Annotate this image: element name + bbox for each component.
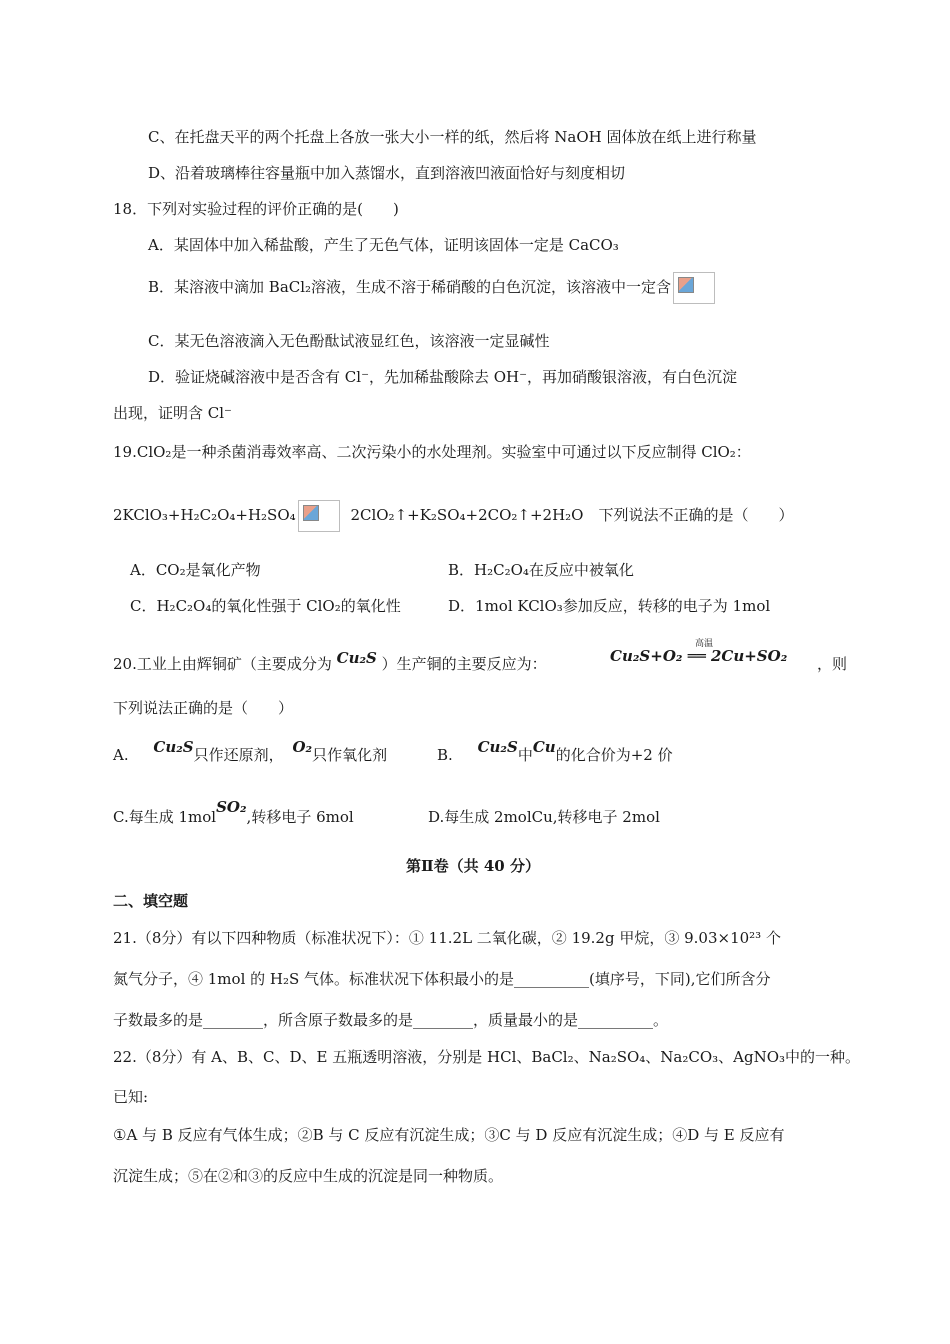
q21-line2: 氮气分子，④ 1mol 的 H₂S 气体。标准状况下体积最小的是__________(填序号，下同),它们所含分	[113, 970, 771, 988]
q20-stem-part1: 20.工业上由辉铜矿（主要成分为	[113, 655, 332, 673]
q18-option-b	[148, 272, 715, 304]
q19-equation	[113, 500, 793, 532]
q18-option-d-line1: D．验证烧碱溶液中是否含有 Cl⁻，先加稀盐酸除去 OH⁻，再加硝酸银溶液，有白色沉淀	[148, 368, 738, 386]
q18-option-b-text: B．某溶液中滴加 BaCl₂溶液，生成不溶于稀硝酸的白色沉淀，该溶液中一定含	[148, 278, 672, 296]
q20-option-a	[113, 738, 388, 766]
q20-stem-part3: ，则	[817, 655, 848, 673]
q19-option-d: D．1mol KClO₃参加反应，转移的电子为 1mol	[448, 597, 771, 615]
q17-option-d: D、沿着玻璃棒往容量瓶中加入蒸馏水，直到溶液凹液面恰好与刻度相切	[148, 164, 626, 182]
q22-line3: ①A 与 B 反应有气体生成；②B 与 C 反应有沉淀生成；③C 与 D 反应有沉淀生成；④D 与 E 反应有	[113, 1126, 785, 1144]
section-part-heading: 二、填空题	[113, 892, 189, 910]
q19-option-a: A．CO₂是氧化产物	[130, 561, 261, 579]
q20-cu-formula: Cu	[532, 738, 556, 756]
q20-option-c-pre: C.每生成 1mol	[113, 808, 217, 826]
q20-option-b-label: B.	[437, 746, 453, 764]
q19-stem: 19.ClO₂是一种杀菌消毒效率高、二次污染小的水处理剂。实验室中可通过以下反应制得 ClO₂：	[113, 443, 751, 461]
q21-line1: 21.（8分）有以下四种物质（标准状况下）：① 11.2L 二氧化碳，② 19.2g 甲烷，③ 9.03×10²³ 个	[113, 929, 781, 947]
q22-line2: 已知:	[113, 1088, 149, 1106]
q20-main-equation	[610, 639, 788, 667]
q19-equation-right: 2ClO₂↑+K₂SO₄+2CO₂↑+2H₂O 下列说法不正确的是（ ）	[350, 506, 794, 524]
q20-o2-formula: O₂	[292, 738, 313, 756]
q20-option-a-end: 只作氧化剂	[312, 746, 388, 764]
q20-option-d: D.每生成 2molCu,转移电子 2mol	[428, 808, 660, 826]
q19-option-c: C．H₂C₂O₄的氧化性强于 ClO₂的氧化性	[130, 597, 401, 615]
q20-equation-text: Cu₂S+O₂ ══ 2Cu+SO₂	[610, 647, 788, 665]
q20-stem-line1	[113, 649, 547, 675]
q20-option-a-mid: 只作还原剂，	[193, 746, 284, 764]
q22-line4: 沉淀生成；⑤在②和③的反应中生成的沉淀是同一种物质。	[113, 1167, 504, 1185]
q20-so2-formula: SO₂	[216, 798, 247, 816]
q19-equation-left: 2KClO₃+H₂C₂O₄+H₂SO₄	[113, 506, 296, 524]
q18-option-c: C．某无色溶液滴入无色酚酞试液显红色，该溶液一定显碱性	[148, 332, 550, 350]
q20-cu2s-formula: Cu₂S	[477, 738, 518, 756]
q20-stem-part2: ）生产铜的主要反应为：	[381, 655, 547, 673]
q20-option-c	[113, 798, 354, 828]
q20-option-b-end: 的化合价为+2 价	[555, 746, 673, 764]
q18-option-d-line2: 出现，证明含 Cl⁻	[113, 404, 232, 422]
q20-option-a-label: A.	[113, 746, 129, 764]
q20-option-b-mid: 中	[517, 746, 533, 764]
q20-option-b	[437, 738, 673, 766]
section-title: 第Ⅱ卷（共 40 分）	[406, 857, 540, 875]
q20-cu2s-formula: Cu₂S	[336, 649, 377, 667]
q17-option-c: C、在托盘天平的两个托盘上各放一张大小一样的纸，然后将 NaOH 固体放在纸上进行称量	[148, 128, 757, 146]
q18-stem: 18．下列对实验过程的评价正确的是( )	[113, 200, 399, 218]
q18-option-a: A．某固体中加入稀盐酸，产生了无色气体，证明该固体一定是 CaCO₃	[148, 236, 619, 254]
broken-image-icon	[298, 500, 340, 532]
q20-equation-condition: 高温	[695, 639, 714, 649]
q21-line3: 子数最多的是________，所含原子数最多的是________，质量最小的是__________。	[113, 1011, 669, 1029]
q19-option-b: B．H₂C₂O₄在反应中被氧化	[448, 561, 634, 579]
q22-line1: 22.（8分）有 A、B、C、D、E 五瓶透明溶液，分别是 HCl、BaCl₂、Na₂SO₄、Na₂CO₃、AgNO₃中的一种。	[113, 1048, 861, 1066]
q20-cu2s-formula: Cu₂S	[153, 738, 194, 756]
q20-option-c-end: ,转移电子 6mol	[246, 808, 354, 826]
broken-image-icon	[673, 272, 715, 304]
q20-stem-line2: 下列说法正确的是（ ）	[113, 699, 294, 717]
